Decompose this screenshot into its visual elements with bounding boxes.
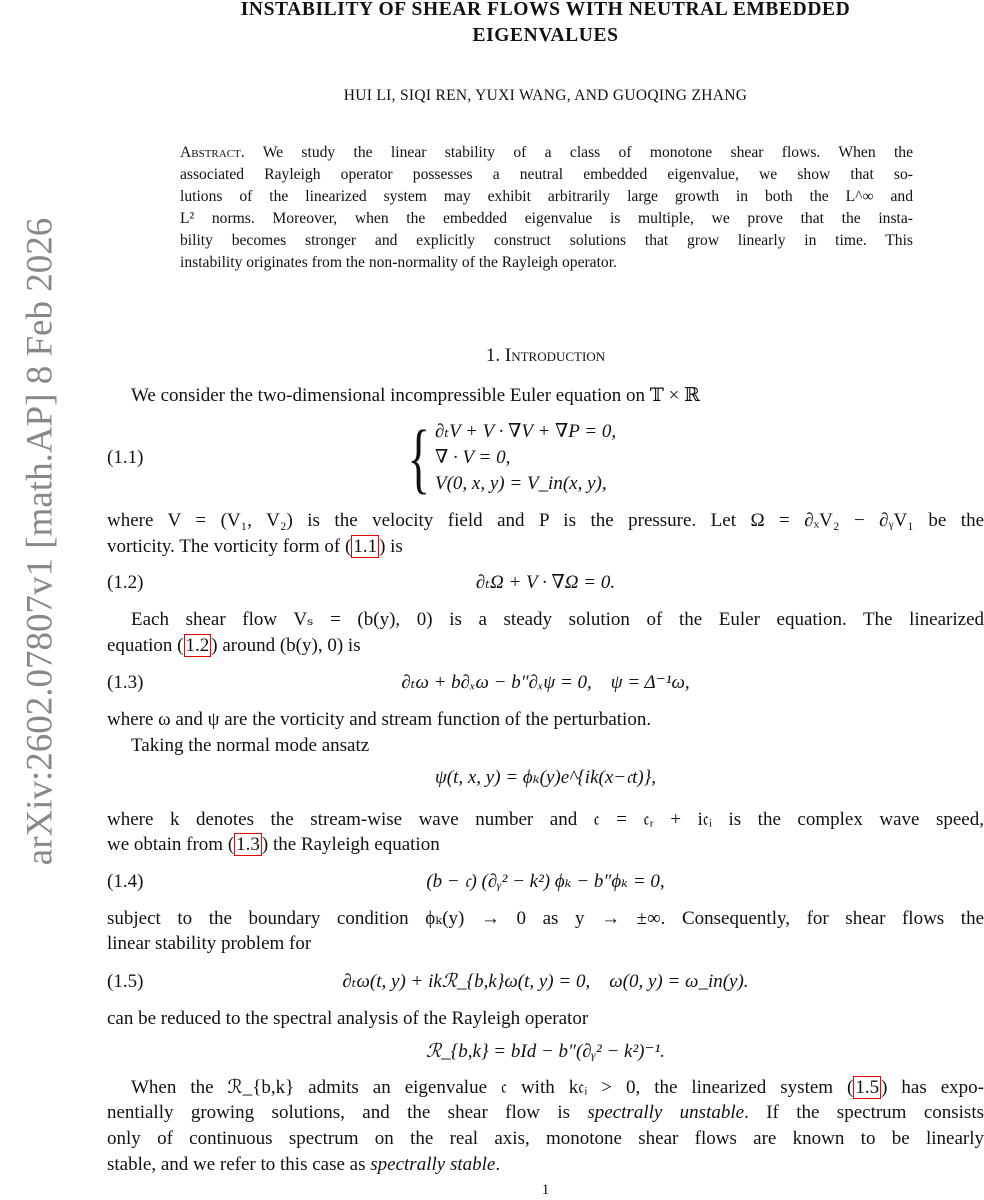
- section-heading: [107, 345, 984, 367]
- text: ) has expo-: [881, 1077, 984, 1098]
- equation: (b − 𝔠) (∂ᵧ² − k²) ϕₖ − b″ϕₖ = 0,: [426, 871, 665, 892]
- equation-line: V(0, x, y) = V_in(x, y),: [435, 473, 607, 494]
- paragraph-line: We consider the two-dimensional incompressible Euler equation on 𝕋 × ℝ: [131, 385, 700, 406]
- text: ) the Rayleigh equation: [261, 834, 440, 855]
- text: equation (: [107, 635, 184, 656]
- equation: ∂ₜΩ + V · ∇Ω = 0.: [475, 572, 616, 593]
- text: we obtain from (: [107, 834, 235, 855]
- text: When the ℛ_{b,k} admits an eigenvalue 𝔠 with k𝔠ᵢ > 0, the linearized system (: [131, 1077, 854, 1098]
- paragraph-line: [107, 633, 984, 659]
- paragraph-line: subject to the boundary condition ϕₖ(y) → 0 as y → ±∞. Consequently, for shear flows the: [107, 908, 984, 929]
- paragraph-line: only of continuous spectrum on the real axis, monotone shear flows are known to be linearly: [107, 1128, 984, 1149]
- section-number: 1.: [485, 345, 501, 366]
- text: . If the spectrum consists: [744, 1102, 984, 1123]
- equation: ℛ_{b,k} = bId − b″(∂ᵧ² − k²)⁻¹.: [426, 1041, 665, 1062]
- paragraph-line: [107, 1100, 984, 1126]
- text: stable, and we refer to this case as: [107, 1154, 371, 1175]
- equation-label: (1.3): [107, 672, 144, 693]
- equation: ψ(t, x, y) = ϕₖ(y)e^{ik(x−𝔠t)},: [434, 767, 657, 788]
- equation: ∂ₜω + b∂ₓω − b″∂ₓψ = 0, ψ = Δ⁻¹ω,: [401, 672, 690, 693]
- paragraph-line: where ω and ψ are the vorticity and stream function of the perturbation.: [107, 709, 652, 730]
- text: nentially growing solutions, and the shear flow is: [107, 1102, 588, 1123]
- paragraph-line: can be reduced to the spectral analysis of the Rayleigh operator: [107, 1008, 589, 1029]
- paper-title-line-1: INSTABILITY OF SHEAR FLOWS WITH NEUTRAL EMBEDDED: [240, 0, 851, 20]
- abstract-line: lutions of the linearized system may exhibit arbitrarily large growth in both the L^∞ and: [180, 188, 913, 205]
- equation-ref-link[interactable]: 1.5: [855, 1077, 880, 1098]
- paragraph-line: Each shear flow Vₛ = (b(y), 0) is a steady solution of the Euler equation. The linearized: [131, 609, 984, 630]
- brace-symbol: {: [407, 414, 430, 501]
- paragraph-line: where k denotes the stream-wise wave number and 𝔠 = 𝔠ᵣ + i𝔠ᵢ is the complex wave speed,: [107, 809, 984, 830]
- page-number: 1: [541, 1182, 550, 1198]
- paragraph-line: Taking the normal mode ansatz: [131, 735, 370, 756]
- paragraph-line: [107, 832, 984, 858]
- abstract-line: instability originates from the non-normality of the Rayleigh operator.: [180, 254, 617, 271]
- equation-label: (1.2): [107, 572, 144, 593]
- abstract: [180, 142, 913, 274]
- abstract-line: associated Rayleigh operator possesses a neutral embedded eigenvalue, we show that so-: [180, 166, 913, 183]
- authors: HUI LI, SIQI REN, YUXI WANG, AND GUOQING ZHANG: [343, 87, 748, 104]
- equation-ref-link[interactable]: 1.2: [185, 635, 210, 656]
- equation-ref-link[interactable]: 1.3: [236, 834, 260, 855]
- paragraph-line: where V = (V₁, V₂) is the velocity field and P is the pressure. Let Ω = ∂ₓV₂ − ∂ᵧV₁ be the: [107, 510, 984, 531]
- paragraph-line: [107, 534, 984, 560]
- text: ) around (b(y), 0) is: [211, 635, 361, 656]
- text: vorticity. The vorticity form of (: [107, 536, 352, 557]
- paragraph-line: [107, 1152, 984, 1178]
- paper-title-line-2: EIGENVALUES: [472, 25, 619, 46]
- equation-line: ∇ · V = 0,: [435, 447, 511, 468]
- abstract-label: Abstract.: [180, 144, 245, 161]
- equation-label: (1.1): [107, 447, 144, 468]
- paragraph-line: linear stability problem for: [107, 933, 312, 954]
- equation-line: ∂ₜV + V · ∇V + ∇P = 0,: [435, 421, 617, 442]
- text: .: [495, 1154, 501, 1175]
- equation-label: (1.5): [107, 971, 144, 992]
- arxiv-identifier: arXiv:2602.07807v1 [math.AP] 8 Feb 2026: [19, 217, 61, 866]
- abstract-line: bility becomes stronger and explicitly construct solutions that grow linearly in time. This: [180, 232, 913, 249]
- emphasis: spectrally unstable: [587, 1102, 745, 1123]
- text: ) is: [379, 536, 403, 557]
- abstract-line: L² norms. Moreover, when the embedded eigenvalue is multiple, we prove that the insta-: [180, 210, 913, 227]
- abstract-line: We study the linear stability of a class of monotone shear flows. When the: [244, 144, 913, 161]
- emphasis: spectrally stable: [370, 1154, 496, 1175]
- equation-ref-link[interactable]: 1.1: [353, 536, 378, 557]
- section-title: Introduction: [504, 345, 606, 366]
- equation-label: (1.4): [107, 871, 144, 892]
- paragraph-line: [131, 1075, 984, 1101]
- equation: ∂ₜω(t, y) + ikℛ_{b,k}ω(t, y) = 0, ω(0, y) = ω_in(y).: [342, 971, 749, 992]
